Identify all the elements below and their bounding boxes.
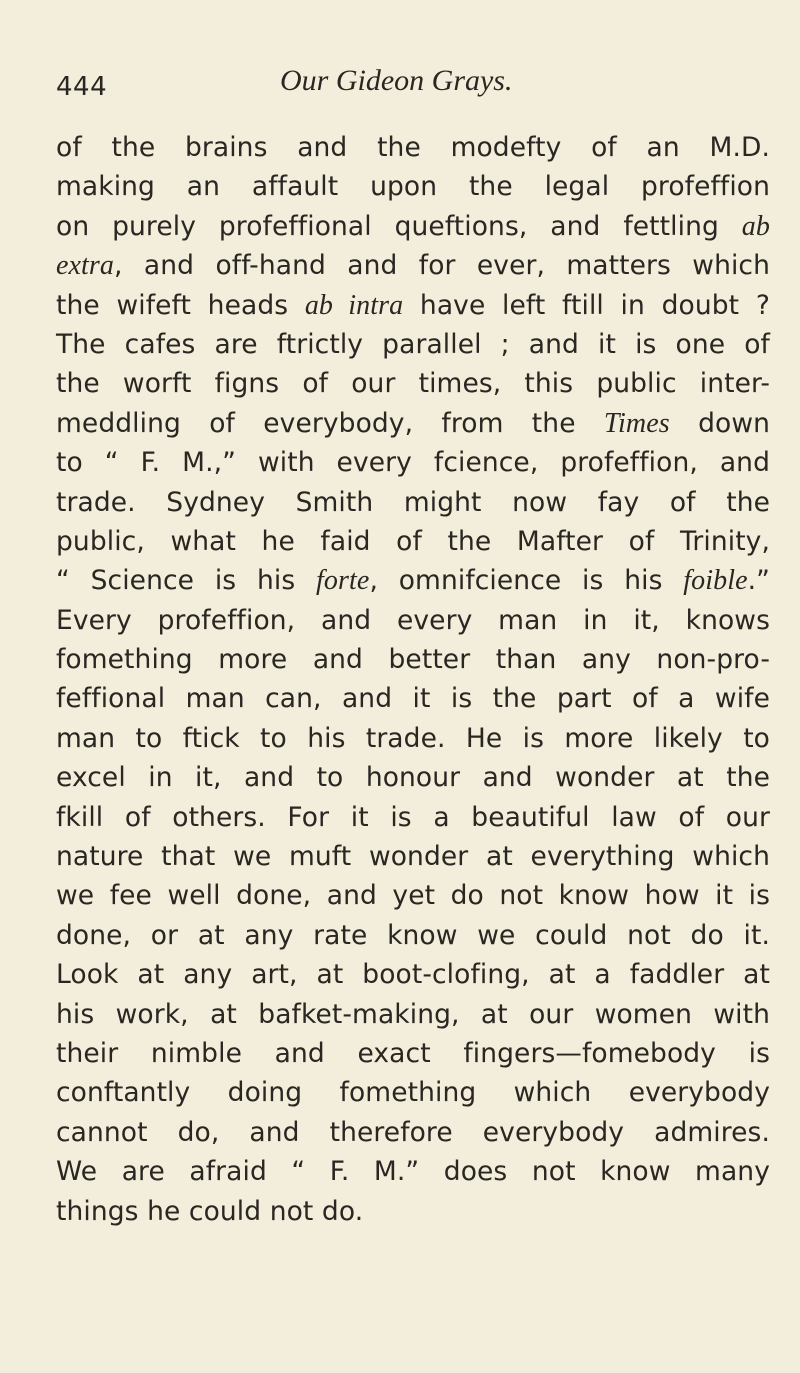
- text-line: [56, 443, 770, 482]
- text-segment: public, what he faid of the Mafter of Trinity,: [56, 525, 770, 557]
- text-line: [56, 679, 770, 718]
- text-segment: , and off-hand and for ever, matters which: [114, 250, 770, 282]
- text-line: [56, 167, 770, 206]
- text-segment: meddling of everybody, from the: [56, 407, 604, 439]
- text-segment: done, or at any rate know we could not do it.: [56, 919, 770, 951]
- text-segment: trade. Sydney Smith might now fay of the: [56, 486, 770, 518]
- text-segment: on purely profeffional queftions, and fettling: [56, 210, 742, 242]
- text-line: [56, 561, 770, 600]
- text-segment: The cafes are ftrictly parallel ; and it is one of: [56, 328, 770, 360]
- text-line: [56, 955, 770, 994]
- text-line: [56, 640, 770, 679]
- text-line: [56, 601, 770, 640]
- text-line: [56, 246, 770, 285]
- text-segment: have left ftill in doubt ?: [403, 289, 770, 321]
- text-segment: We are afraid “ F. M.” does not know many: [56, 1156, 770, 1188]
- text-line: [56, 1192, 770, 1231]
- text-segment: man to ftick to his trade. He is more likely to: [56, 722, 770, 754]
- text-segment: the worft figns of our times, this public inter-: [56, 368, 770, 400]
- text-line: [56, 286, 770, 325]
- text-segment: to “ F. M.,” with every fcience, profeffion, and: [56, 447, 770, 479]
- running-title: Our Gideon Grays.: [280, 64, 513, 97]
- text-line: [56, 995, 770, 1034]
- text-line: [56, 1073, 770, 1112]
- italic-text: ab intra: [304, 289, 404, 321]
- text-segment: .”: [747, 565, 770, 597]
- text-line: [56, 1152, 770, 1191]
- italic-text: ab: [741, 210, 770, 242]
- text-line: [56, 719, 770, 758]
- text-segment: Look at any art, at boot-clofing, at a faddler at: [56, 959, 770, 991]
- text-segment: making an affault upon the legal profeffion: [56, 171, 770, 203]
- text-line: [56, 798, 770, 837]
- italic-text: forte: [316, 565, 370, 597]
- text-line: [56, 758, 770, 797]
- italic-text: extra: [56, 250, 115, 282]
- text-line: [56, 207, 770, 246]
- text-line: [56, 325, 770, 364]
- text-segment: , omnifcience is his: [369, 565, 684, 597]
- text-segment: “ Science is his: [56, 565, 317, 597]
- text-line: [56, 876, 770, 915]
- text-line: [56, 1113, 770, 1152]
- text-segment: conftantly doing fomething which everybody: [56, 1077, 770, 1109]
- running-head: [56, 64, 776, 104]
- page-number: 444: [56, 72, 108, 102]
- text-segment: down: [669, 407, 770, 439]
- text-segment: nature that we muft wonder at everything which: [56, 841, 770, 873]
- italic-text: foible: [683, 565, 748, 597]
- text-line: [56, 483, 770, 522]
- text-line: [56, 364, 770, 403]
- text-segment: the wifeft heads: [56, 289, 305, 321]
- body-text: [56, 128, 770, 1231]
- text-line: [56, 404, 770, 443]
- text-line: [56, 128, 770, 167]
- text-segment: fomething more and better than any non-pro-: [56, 644, 770, 676]
- text-segment: we fee well done, and yet do not know how it is: [56, 880, 770, 912]
- text-segment: excel in it, and to honour and wonder at the: [56, 762, 770, 794]
- text-segment: his work, at bafket-making, at our women with: [56, 998, 770, 1030]
- italic-text: Times: [603, 407, 670, 439]
- text-segment: Every profeffion, and every man in it, knows: [56, 604, 770, 636]
- text-line: [56, 837, 770, 876]
- text-segment: fkill of others. For it is a beautiful law of our: [56, 801, 770, 833]
- text-line: [56, 1034, 770, 1073]
- text-segment: cannot do, and therefore everybody admires.: [56, 1116, 770, 1148]
- text-segment: feffional man can, and it is the part of a wife: [56, 683, 770, 715]
- text-segment: their nimble and exact fingers—fomebody is: [56, 1037, 770, 1069]
- text-segment: things he could not do.: [56, 1195, 364, 1227]
- text-segment: of the brains and the modefty of an M.D.: [56, 132, 770, 163]
- text-line: [56, 916, 770, 955]
- text-line: [56, 522, 770, 561]
